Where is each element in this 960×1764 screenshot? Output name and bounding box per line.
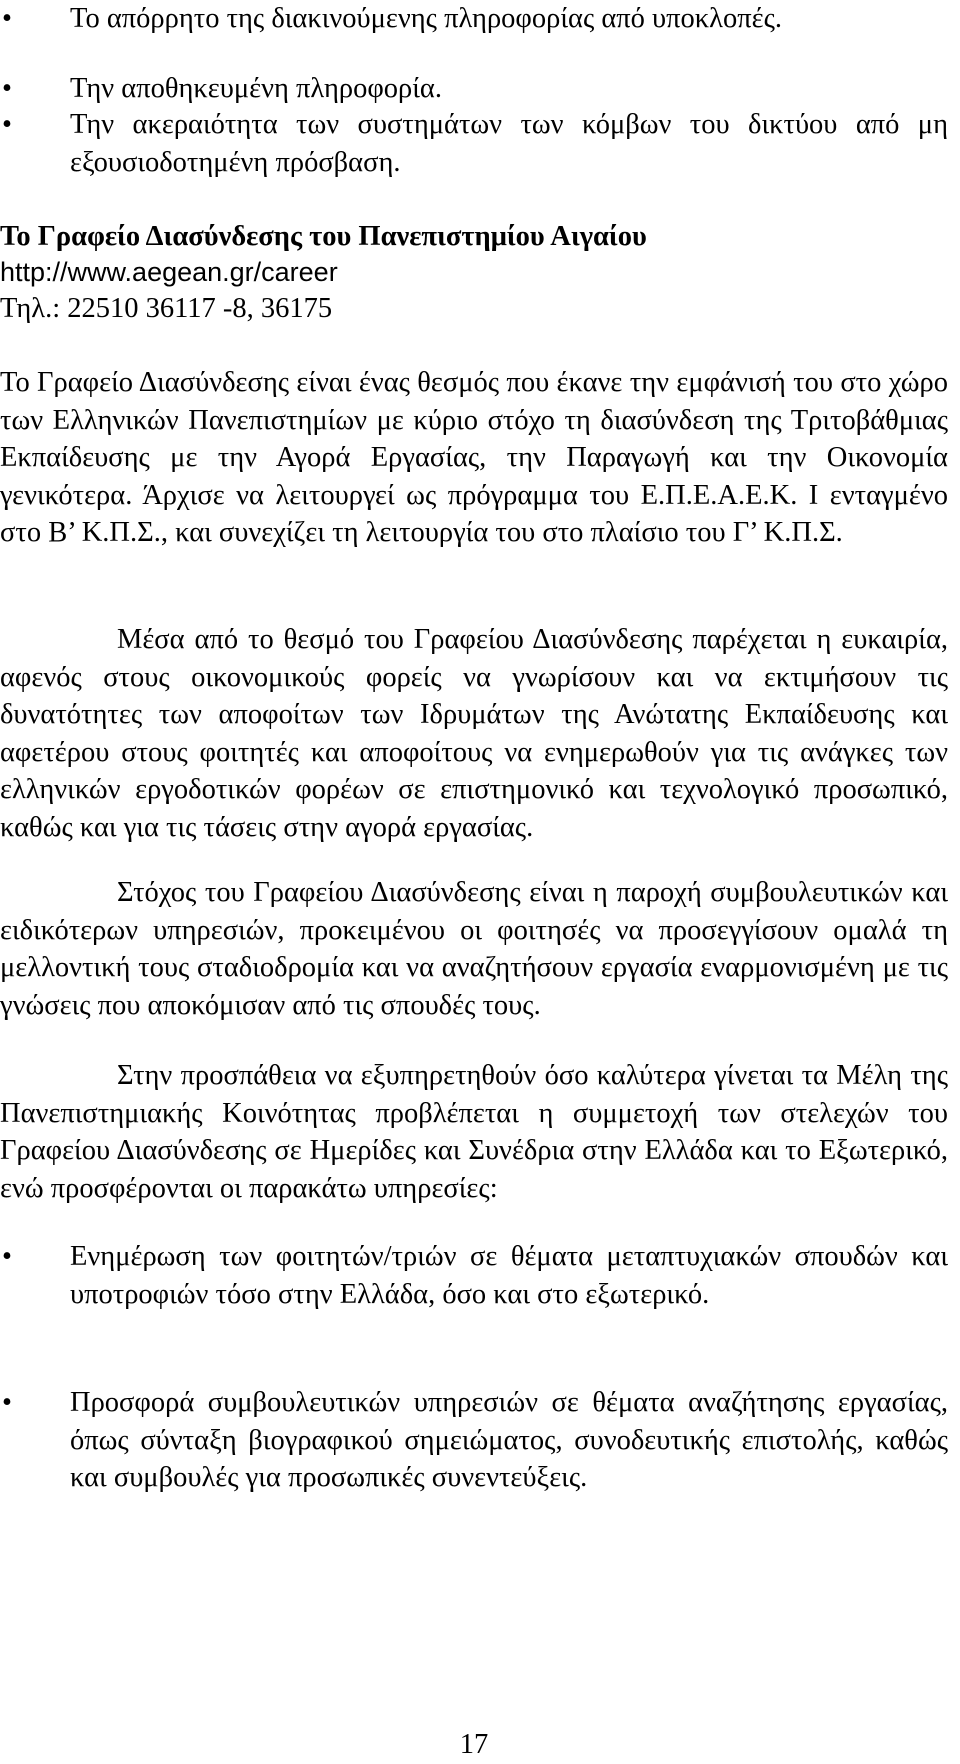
list-item-text: Την ακεραιότητα των συστημάτων των κόμβων του δικτύου από μη εξουσιοδοτημένη πρόσβαση. bbox=[70, 109, 948, 178]
bullet-icon: • bbox=[2, 3, 12, 34]
section-heading: Το Γραφείο Διασύνδεσης του Πανεπιστημίου Αιγαίου bbox=[0, 221, 647, 252]
page-number: 17 bbox=[459, 1729, 489, 1760]
bullet-icon: • bbox=[2, 1387, 12, 1418]
list-item-text: Το απόρρητο της διακινούμενης πληροφορίας από υποκλοπές. bbox=[70, 3, 782, 34]
bullet-icon: • bbox=[2, 1241, 12, 1272]
list-item-text: Ενημέρωση των φοιτητών/τριών σε θέματα μεταπτυχιακών σπουδών και υποτροφιών τόσο στην Ελλάδα, όσο και στο εξωτερικό. bbox=[70, 1241, 948, 1310]
paragraph-opportunity: Μέσα από το θεσμό του Γραφείου Διασύνδεσης παρέχεται η ευκαιρία, αφενός στους οικονομικούς φορείς να γνωρίσουν και να εκτιμήσουν τις δυνατότητες των αποφοίτων των Ιδρυμάτων της Ανώτατης Εκπαίδευσης και αφετέρου στους φοιτητές και αποφοίτους να ενημερωθούν για τις ανάγκες των ελληνικών εργοδοτικών φορέων σε επιστημονικό και τεχνολογικό προσωπικό, καθώς και για τις τάσεις στην αγορά εργασίας. bbox=[0, 624, 948, 843]
bullet-icon: • bbox=[2, 73, 12, 104]
paragraph-goal: Στόχος του Γραφείου Διασύνδεσης είναι η παροχή συμβουλευτικών και ειδικότερων υπηρεσιών, προκειμένου οι φοιτησές να προσεγγίσουν ομαλά τη μελλοντική τους σταδιοδρομία και να αναζητήσουν εργασία εναρμονισμένη με τις γνώσεις που αποκόμισαν από τις σπουδές τους. bbox=[0, 877, 948, 1021]
phone-number: Τηλ.: 22510 36117 -8, 36175 bbox=[0, 293, 333, 324]
paragraph-services: Στην προσπάθεια να εξυπηρετηθούν όσο καλύτερα γίνεται τα Μέλη της Πανεπιστημιακής Κοινότητας προβλέπεται η συμμετοχή των στελεχών του Γραφείου Διασύνδεσης σε Ημερίδες και Συνέδρια στην Ελλάδα και το Εξωτερικό, ενώ προσφέρονται οι παρακάτω υπηρεσίες: bbox=[0, 1060, 948, 1204]
paragraph-intro: Το Γραφείο Διασύνδεσης είναι ένας θεσμός που έκανε την εμφάνισή του στο χώρο των Ελληνικών Πανεπιστημίων με κύριο στόχο τη διασύνδεση της Τριτοβάθμιας Εκπαίδευσης με την Αγορά Εργασίας, την Παραγωγή και την Οικονομία γενικότερα. Άρχισε να λειτουργεί ως πρόγραμμα του Ε.Π.Ε.Α.Ε.Κ. Ι ενταγμένο στο Β’ Κ.Π.Σ., και συνεχίζει τη λειτουργία του στο πλαίσιο του Γ’ Κ.Π.Σ. bbox=[0, 367, 948, 549]
list-item-text: Την αποθηκευμένη πληροφορία. bbox=[70, 73, 442, 104]
bullet-icon: • bbox=[2, 109, 12, 140]
website-link[interactable]: http://www.aegean.gr/career bbox=[0, 257, 338, 287]
list-item-text: Προσφορά συμβουλευτικών υπηρεσιών σε θέματα αναζήτησης εργασίας, όπως σύνταξη βιογραφικού σημειώματος, συνοδευτικής επιστολής, καθώς και συμβουλές για προσωπικές συνεντεύξεις. bbox=[70, 1387, 948, 1494]
